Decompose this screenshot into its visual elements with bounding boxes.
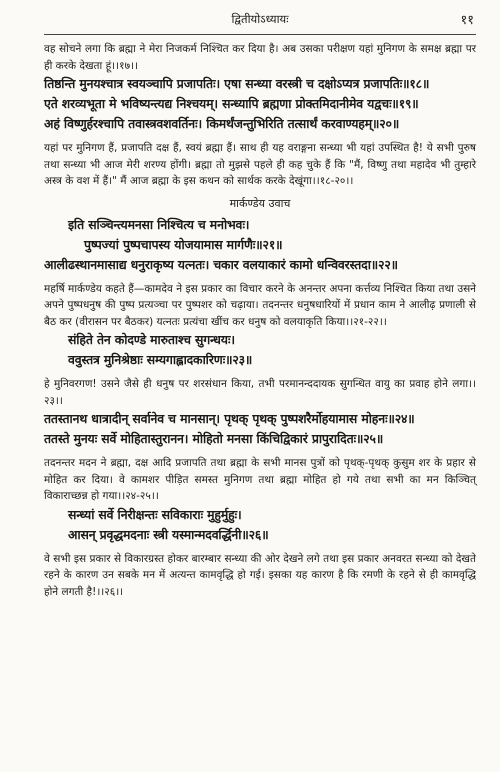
speaker-heading: मार्कण्डेय उवाच: [229, 196, 291, 210]
running-title: द्वितीयोऽध्यायः: [231, 12, 289, 26]
sanskrit-verse: इति सञ्चिन्त्यमनसा निश्चित्य च मनोभवः।: [68, 216, 250, 232]
sanskrit-verse: एते शरव्यभूता मे भविष्यन्त्यद्य निश्चयम्। सन्ध्यापि ब्रह्मणा प्रोक्तमिदानीमेव यद्वचः॥१९॥: [44, 96, 419, 111]
sanskrit-verse: संहिते तेन कोदण्डे मारुताश्च सुगन्धयः।: [68, 332, 235, 347]
translation-paragraph: यहां पर मुनिगण हैं, प्रजापति दक्ष हैं, स्वयं ब्रह्मा हैं। साथ ही यह वराङ्गना सन्ध्या भी यहां उपस्थित है! ये सभी पुरुष तथा सन्ध्या भी आज मेरी शरण्य होंगी। ब्रह्मा तो मुझसे पहले ही कह चुके हैं कि "मैं, विष्णु तथा महादेव भी तुम्हारे अस्त्र के वश में हैं।" मैं आज ब्रह्मा के इस कथन को सार्थक करके देखूंगा।।१८-२०।।: [44, 142, 476, 187]
translation-paragraph: हे मुनिवरगण! उसने जैसे ही धनुष पर शरसंधान किया, तभी परमानन्ददायक सुगन्धित वायु का प्रवाह होने लगा।।२३।।: [44, 378, 476, 407]
sanskrit-verse: ततस्तानथ धात्रादीन् सर्वानेव च मानसान्। पृथक् पृथक् पुष्पशरैर्मोहयामास मोहनः॥२४॥: [44, 411, 415, 426]
translation-paragraph: वह सोचने लगा कि ब्रह्मा ने मेरा निजकर्म निश्चित कर दिया है। अब उसका परीक्षण यहां मुनिगण के समक्ष ब्रह्मा पर ही करके देखता हूं।।१७।।: [44, 43, 476, 72]
translation-paragraph: वे सभी इस प्रकार से विकारग्रस्त होकर बारम्बार सन्ध्या की ओर देखने लगे तथा इस प्रकार अनवरत सन्ध्या को देखते रहने के कारण उन सबके मन में अत्यन्त कामवृद्धि हो गई। इसका यह कारण है कि रमणी के रहने से ही कामवृद्धि होने लगती है!।।२६।।: [44, 552, 476, 598]
sanskrit-verse: आलीढस्थानमासाद्य धनुराकृष्य यत्नतः। चकार वलयाकारं कामो धन्विवरस्तदा॥२२॥: [44, 256, 398, 272]
page-content: [44, 41, 476, 600]
sanskrit-verse: तिष्ठन्ति मुनयश्चात्र स्वयञ्चापि प्रजापतिः। एषा सन्ध्या वरस्त्री च दक्षोऽप्यत्र प्रजापतिः॥१८॥: [44, 76, 430, 91]
sanskrit-verse: अहं विष्णुर्हरश्चापि तवास्त्रवशवर्तिनः। किमर्थंजन्तुभिरिति तत्सार्थं करवाण्यहम्॥२०॥: [44, 116, 400, 131]
translation-paragraph: तदनन्तर मदन ने ब्रह्मा, दक्ष आदि प्रजापति तथा ब्रह्मा के सभी मानस पुत्रों को पृथक्-पृथक् कुसुम शर के प्रहार से मोहित कर दिया। वे कामशर पीड़ित समस्त मुनिगण तथा ब्रह्मा मोहित हो गये तथा सभी का मन किञ्चित् विकाराच्छन्न हो गया।।२४-२५।।: [44, 457, 476, 502]
page-number: ११: [460, 13, 474, 28]
translation-paragraph: महर्षि मार्कण्डेय कहते हैं—कामदेव ने इस प्रकार का विचार करने के अनन्तर अपना कर्त्तव्य निश्चित किया तथा उसने अपने पुष्पधनुष की पुष्प प्रत्यञ्चा पर पुष्पशर को चढ़ाया। तदनन्तर धनुषधारियों में प्रधान काम ने आलीढ़ प्रणाली से बैठ कर (वीरासन पर बैठकर) यत्नतः प्रत्यंचा खींच कर धनुष को वलयाकृति किया।।२१-२२।।: [44, 282, 476, 328]
page-header: [44, 0, 476, 35]
sanskrit-verse: ववुस्तत्र मुनिश्रेष्ठाः सम्यगाह्लादकारिणः॥२३॥: [68, 352, 253, 367]
sanskrit-verse: ततस्ते मुनयः सर्वे मोहितास्तुरानन। मोहितो मनसा किंचिद्विकारं प्रापुरादितः॥२५॥: [44, 431, 384, 446]
sanskrit-verse: सन्ध्यां सर्वे निरीक्षन्तः सविकाराः मुहुर्मुहुः।: [68, 506, 242, 522]
sanskrit-verse: पुष्पज्यां पुष्पचापस्य योजयामास मार्गणैः॥२१॥: [84, 236, 283, 252]
sanskrit-verse: आसन् प्रवृद्धमदनाः स्त्री यस्मान्मदवर्द्धिनी॥२६॥: [68, 526, 269, 542]
